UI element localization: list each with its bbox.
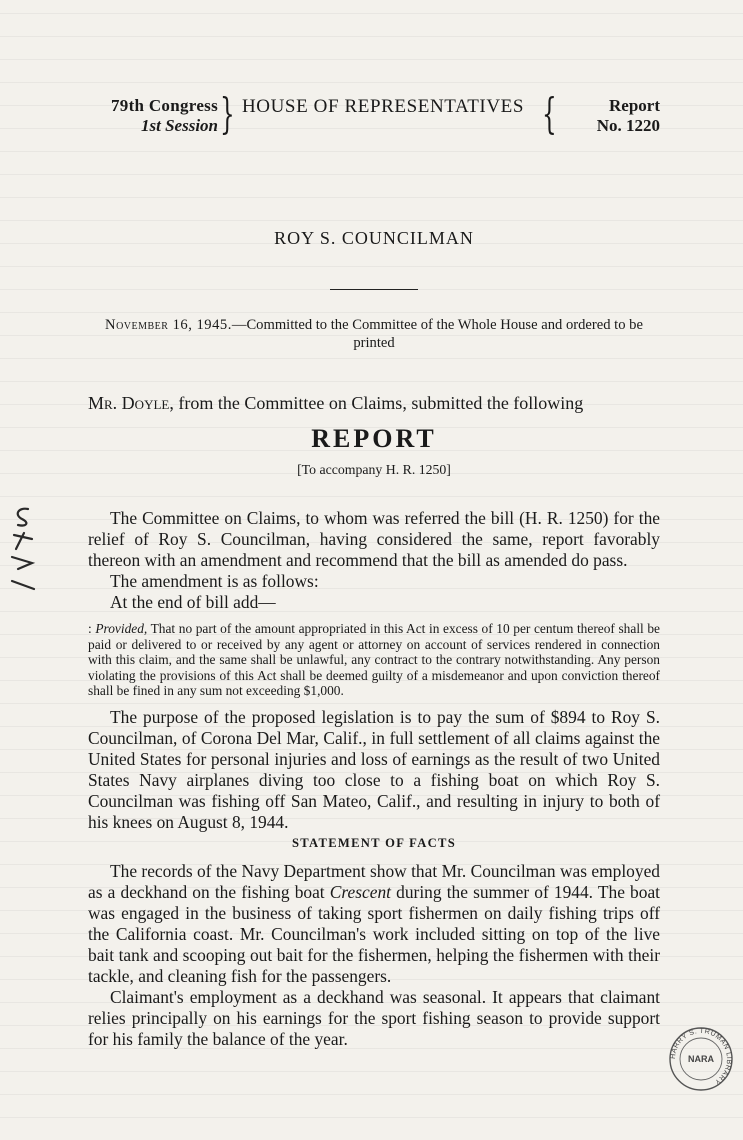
employment-paragraph: Claimant's employment as a deckhand was seasonal. It appears that claimant relies principally on his earnings for the sport fishing season to provide support for his family the balance of the year. [88, 986, 660, 1049]
stamp-text: HARRY S. TRUMAN LIBRARY [669, 1027, 733, 1086]
proviso-word: Provided, [95, 621, 148, 636]
report-number: No. 1220 [596, 116, 660, 135]
document-title: ROY S. COUNCILMAN [274, 228, 474, 248]
records-paragraph [88, 861, 660, 987]
dateline [88, 316, 660, 352]
report-page [88, 89, 660, 1050]
chamber-name: HOUSE OF REPRESENTATIVES [241, 96, 525, 117]
handwritten-margin-number [4, 505, 40, 595]
document-header [88, 89, 660, 142]
session-number: 1st Session [141, 116, 218, 135]
proviso-body: That no part of the amount appropriated in this Act in excess of 10 per centum thereof shall be paid or delivered to or received by any agent or attorney on account of services rendered in connection with this claim, and the same shall be unlawful, any contract to the contrary notwithstanding. Any person violating the provisions of this Act shall be deemed guilty of a misdemeanor and upon conviction thereof shall be fined in any sum not exceeding $1,000. [88, 621, 660, 698]
title-rule [330, 289, 418, 290]
left-brace: } [220, 89, 235, 138]
submitted-line [88, 392, 660, 414]
dateline-text: —Committed to the Committee of the Whole House and ordered to be printed [231, 317, 643, 351]
congress-number: 79th Congress [110, 96, 218, 115]
records-text-a: The records of the Navy Department show that Mr. Councilman was employed as a deckhand on the fishing boat [88, 860, 660, 902]
congress-session-block [88, 96, 218, 136]
proviso-lead: : [88, 621, 96, 636]
amendment-location: At the end of bill add— [110, 592, 276, 612]
report-label: Report [609, 96, 660, 115]
library-stamp [666, 1024, 736, 1094]
stamp-center-text: NARA [688, 1054, 714, 1064]
purpose-paragraph: The purpose of the proposed legislation is to pay the sum of $894 to Roy S. Councilman, of Corona Del Mar, Calif., in full settlement of all claims against the United States for personal injuries and loss of earnings as the result of two United States Navy airplanes diving too close to a fishing boat on which Roy S. Councilman was fishing off San Mateo, Calif., and resulting in injury to both of his knees on August 8, 1944. [88, 706, 660, 832]
right-brace: { [542, 89, 557, 138]
dateline-date: November 16, 1945. [105, 317, 232, 333]
amendment-intro: The amendment is as follows: [110, 571, 319, 591]
report-heading: REPORT [311, 424, 437, 453]
committee-paragraph: The Committee on Claims, to whom was referred the bill (H. R. 1250) for the relief of Roy S. Councilman, having considered the same, report favorably thereon with an amendment and recommend that the bill as amended do pass. [88, 508, 660, 570]
boat-name: Crescent [329, 881, 391, 902]
submitter-name: Mr. Doyle, [88, 393, 174, 413]
statement-of-facts-heading: STATEMENT OF FACTS [291, 835, 457, 850]
proviso-text-block [88, 621, 660, 699]
submitted-text: from the Committee on Claims, submitted the following [173, 393, 584, 413]
records-text-b: during the summer of 1944. The boat was engaged in the business of taking sport fishermen on daily fishing trips off the California coast. Mr. Councilman's work included sitting on top of the live bait tank and scooping out bait for the fishermen, helping the fishermen with their tackle, and cleaning fish for the passengers. [88, 881, 660, 986]
accompany-bill: [To accompany H. R. 1250] [297, 462, 451, 477]
report-number-block [560, 96, 660, 136]
